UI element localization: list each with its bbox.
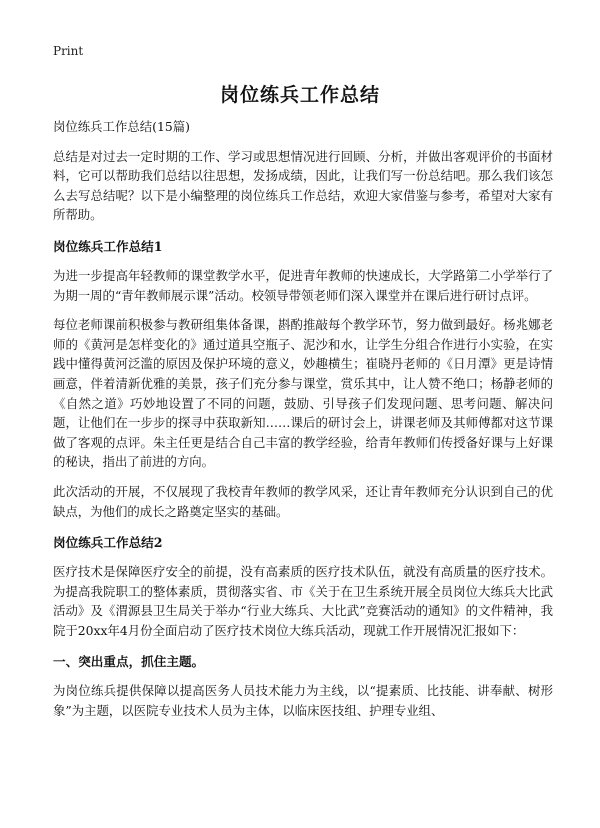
section-2-paragraph-1: 医疗技术是保障医疗安全的前提，没有高素质的医疗技术队伍，就没有高质量的医疗技术。为提高我院职工的整体素质，贯彻落实省、市《关于在卫生系统开展全员岗位大练兵大比武活动》及《渭源县卫生局关于举办“行业大练兵、大比武”竞赛活动的通知》的文件精神，我院于20xx年4月份全面启动了医疗技术岗位大练兵活动，现就工作开展情况汇报如下： — [53, 564, 553, 638]
section-1-paragraph-2: 每位老师课前积极参与教研组集体备课，斟酌推敲每个教学环节，努力做到最好。杨兆娜老师的《黄河是怎样变化的》通过道具空瓶子、泥沙和水，让学生分组合作进行小实验，在实践中懂得黄河泛滥的原因及保护环境的意义，妙趣横生；崔晓丹老师的《日月潭》更是诗情画意，伴着清新优雅的美景，孩子们充分参与课堂，赏乐其中，让人赞不绝口；杨静老师的《自然之道》巧妙地设置了不同的问题，鼓励、引导孩子们发现问题、思考问题、解决问题，让他们在一步步的探寻中获取新知……课后的研讨会上，讲课老师及其师傅都对这节课做了客观的点评。朱主任更是结合自己丰富的教学经验，给青年教师们传授备好课与上好课的秘诀，指出了前进的方向。 — [53, 317, 553, 470]
section-1-paragraph-1: 为进一步提高年轻教师的课堂教学水平，促进青年教师的快速成长，大学路第二小学举行了为期一周的“青年教师展示课”活动。校领导带领老师们深入课堂并在课后进行研讨点评。 — [53, 267, 553, 303]
section-2-paragraph-2: 为岗位练兵提供保障以提高医务人员技术能力为主线，以“提素质、比技能、讲奉献、树形象”为主题，以医院专业技术人员为主体，以临床医技组、护理专业组、 — [53, 683, 553, 719]
document-body — [53, 117, 553, 731]
section-2-subheading: 一、突出重点，抓住主题。 — [53, 654, 205, 670]
print-label[interactable]: Print — [53, 44, 84, 58]
section-1-heading: 岗位练兵工作总结1 — [53, 238, 163, 254]
page-title: 岗位练兵工作总结 — [219, 84, 380, 106]
section-1-paragraph-3: 此次活动的开展，不仅展现了我校青年教师的教学风采，还让青年教师充分认识到自己的优缺点，为他们的成长之路奠定坚实的基础。 — [53, 483, 553, 519]
section-2-heading: 岗位练兵工作总结2 — [53, 535, 163, 551]
document-subtitle: 岗位练兵工作总结(15篇) — [53, 119, 190, 134]
intro-paragraph: 总结是对过去一定时期的工作、学习或思想情况进行回顾、分析，并做出客观评价的书面材料，它可以帮助我们总结以往思想，发扬成绩，因此，让我们写一份总结吧。那么我们该怎么去写总结呢？以下是小编整理的岗位练兵工作总结，欢迎大家借鉴与参考，希望对大家有所帮助。 — [53, 148, 553, 223]
